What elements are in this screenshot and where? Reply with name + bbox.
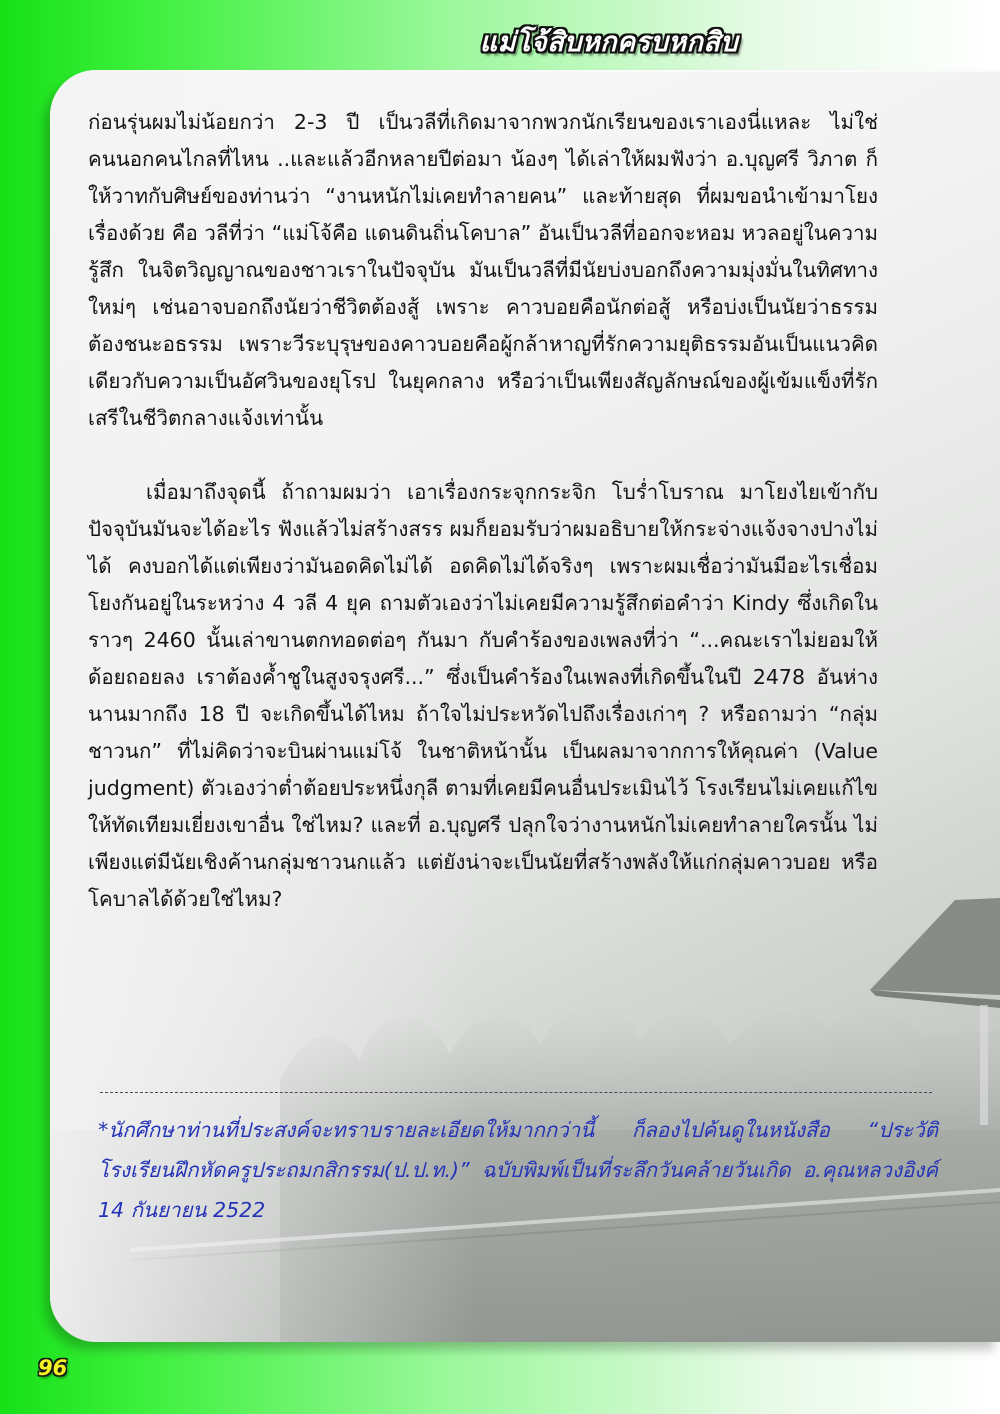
body-paragraph-1: ก่อนรุ่นผมไม่น้อยกว่า 2-3 ปี เป็นวลีที่เกิดมาจากพวกนักเรียนของเราเองนี่แหละ ไม่ใช่คนนอกคนไกลที่ไหน ..และแล้วอีกหลายปีต่อมา น้องๆ ได้เล่าให้ผมฟังว่า อ.บุญศรี วิภาต ก็ให้วาทกับศิษย์ของท่านว่า “งานหนักไม่เคยทำลายคน” และท้ายสุด ที่ผมขอนำเข้ามาโยง เรื่องด้วย คือ วลีที่ว่า “แม่โจ้คือ แดนดินถิ่นโคบาล” อันเป็นวลีที่ออกจะหอม หวลอยู่ในความรู้สึก ในจิตวิญญาณของชาวเราในปัจจุบัน มันเป็นวลีที่มีนัยบ่งบอกถึงความมุ่งมั่นในทิศทางใหม่ๆ เช่นอาจบอกถึงนัยว่าชีวิตต้องสู้ เพราะ คาวบอยคือนักต่อสู้ หรือบ่งเป็นนัยว่าธรรม ต้องชนะอธรรม เพราะวีระบุรุษของคาวบอยคือผู้กล้าหาญที่รักความยุติธรรมอันเป็นแนวคิดเดียวกับความเป็นอัศวินของยุโรป ในยุคกลาง หรือว่าเป็นเพียงสัญลักษณ์ของผู้เข้มแข็งที่รักเสรีในชีวิตกลางแจ้งเท่านั้น xyxy=(88,110,878,430)
body-paragraph-2: เมื่อมาถึงจุดนี้ ถ้าถามผมว่า เอาเรื่องกระจุกกระจิก โบร่ำโบราณ มาโยงไยเข้ากับปัจจุบันมันจะได้อะไร ฟังแล้วไม่สร้างสรร ผมก็ยอมรับว่าผมอธิบายให้กระจ่างแจ้งจางปางไม่ได้ คงบอกได้แต่เพียงว่ามันอดคิดไม่ได้ อดคิดไม่ได้จริงๆ เพราะผมเชื่อว่ามันมีอะไรเชื่อมโยงกันอยู่ในระหว่าง 4 วลี 4 ยุค ถามตัวเองว่าไม่เคยมีความรู้สึกต่อคำว่า Kindy ซึ่งเกิดในราวๆ 2460 นั้นเล่าขานตกทอดต่อๆ กันมา กับคำร้องของเพลงที่ว่า “...คณะเราไม่ยอมให้ด้อยถอยลง เราต้องค้ำชูในสูงจรุงศรี...” ซึ่งเป็นคำร้องในเพลงที่เกิดขึ้นในปี 2478 อันห่างนานมากถึง 18 ปี จะเกิดขึ้นได้ไหม ถ้าใจไม่ประหวัดไปถึงเรื่องเก่าๆ ? หรือถามว่า “กลุ่มชาวนก” ที่ไม่คิดว่าจะบินผ่านแม่โจ้ ในชาติหน้านั้น เป็นผลมาจากการให้คุณค่า (Value judgment) ตัวเองว่าต่ำต้อยประหนึ่งกุลี ตามที่เคยมีคนอื่นประเมินไว้ โรงเรียนไม่เคยแก้ไขให้ทัดเทียมเยี่ยงเขาอื่น ใช่ไหม? และที่ อ.บุญศรี ปลุกใจว่างานหนักไม่เคยทำลายใครนั้น ไม่เพียงแต่มีนัยเชิงค้านกลุ่มชาวนกแล้ว แต่ยังน่าจะเป็นนัยที่สร้างพลังให้แก่กลุ่มคาวบอย หรือโคบาลได้ด้วยใช่ไหม? xyxy=(88,480,878,911)
page-number: 96 xyxy=(38,1356,68,1380)
content-card xyxy=(50,70,1000,1342)
footnote-divider xyxy=(100,1092,932,1093)
article-body xyxy=(88,104,878,918)
footnote-text: *นักศึกษาท่านที่ประสงค์จะทราบรายละเอียดให้มากกว่านี้ ก็ลองไปค้นดูในหนังสือ “ประวัติโรงเรียนฝึกหัดครูประถมกสิกรรม(ป.ป.ท.)” ฉบับพิมพ์เป็นที่ระลึกวันคล้ายวันเกิด อ.คุณหลวงอิงค์ 14 กันยายน 2522 xyxy=(98,1118,938,1222)
page-header-title: แม่โจ้สิบหกครบหกสิบ xyxy=(479,27,738,58)
